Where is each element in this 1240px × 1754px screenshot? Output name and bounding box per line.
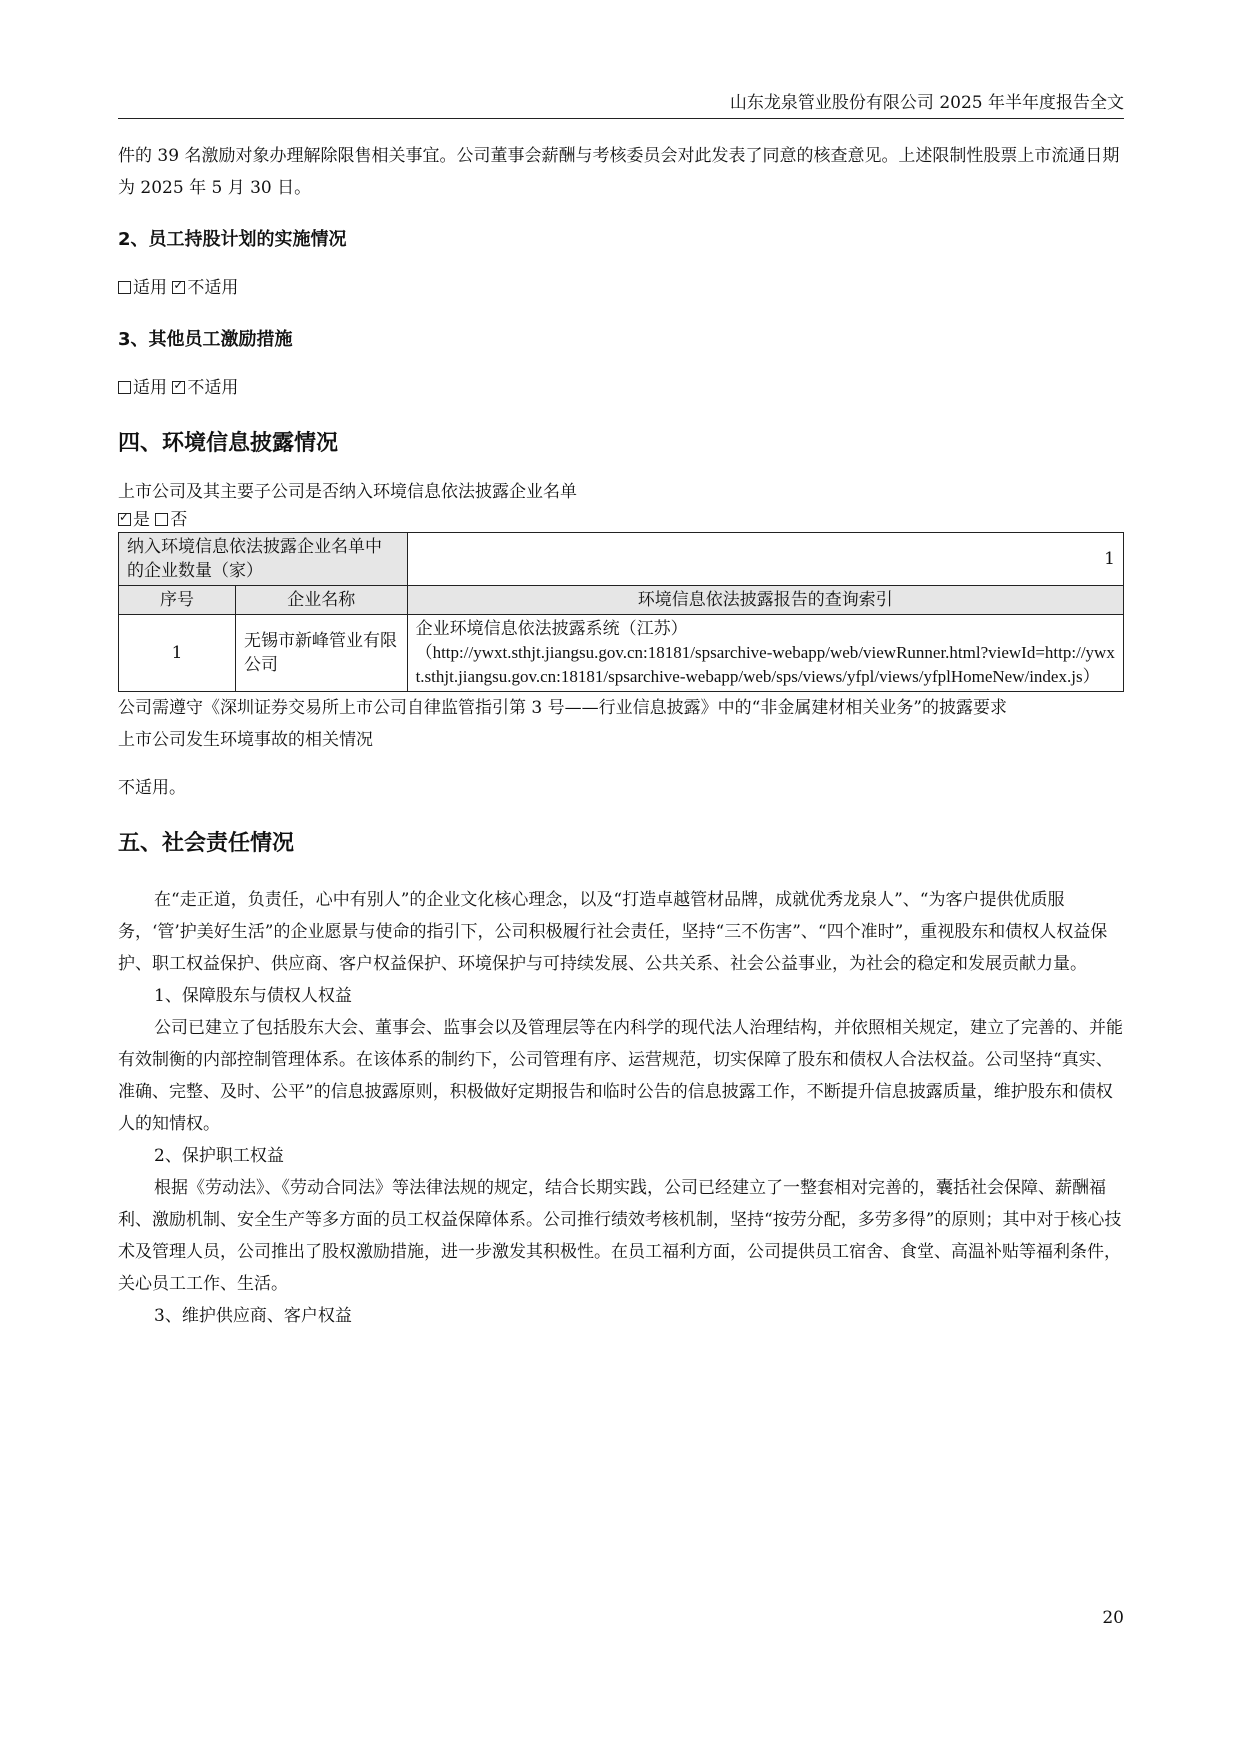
page-number: 20 (1102, 1608, 1124, 1628)
section-3-applicability (118, 372, 1124, 404)
env-answer (118, 508, 1124, 532)
row-no: 1 (119, 615, 236, 692)
subsection-3-title: 3、维护供应商、客户权益 (154, 1306, 352, 1326)
opt-not-applicable: 不适用 (187, 278, 239, 298)
count-value: 1 (407, 533, 1123, 586)
subsection-2-title: 2、保护职工权益 (154, 1146, 284, 1166)
env-note: 公司需遵守《深圳证券交易所上市公司自律监管指引第 3 号——行业信息披露》中的“非金属建材相关业务”的披露要求 (118, 698, 1008, 718)
section-5-title: 五、社会责任情况 (118, 831, 295, 856)
subsection-2-text: 根据《劳动法》、《劳动合同法》等法律法规的规定，结合长期实践，公司已经建立了一整套相对完善的，囊括社会保障、薪酬福利、激励机制、安全生产等多方面的员工权益保障体系。公司推行绩效考核机制，坚持“按劳分配，多劳多得”的原则；其中对于核心技术及管理人员，公司推出了股权激励措施，进一步激发其积极性。在员工福利方面，公司提供员工宿舍、食堂、高温补贴等福利条件，关心员工工作、生活。 (118, 1178, 1122, 1294)
env-accident-title: 上市公司发生环境事故的相关情况 (118, 730, 373, 750)
env-disclosure-table (118, 532, 1124, 692)
count-label: 纳入环境信息依法披露企业名单中的企业数量（家） (119, 533, 408, 586)
subsection-1-title: 1、保障股东与债权人权益 (154, 986, 352, 1006)
row-query-index (407, 615, 1123, 692)
checked-box-icon (172, 281, 185, 294)
section-2-applicability (118, 272, 1124, 304)
row-company-name: 无锡市新峰管业有限公司 (236, 615, 408, 692)
section-2-title: 2、员工持股计划的实施情况 (118, 229, 347, 250)
unchecked-box-icon (155, 513, 168, 526)
social-responsibility-intro: 在“走正道，负责任，心中有别人”的企业文化核心理念，以及“打造卓越管材品牌，成就优秀龙泉人”、“为客户提供优质服务，‘管’护美好生活”的企业愿景与使命的指引下，公司积极履行社会责任，坚持“三不伤害”、“四个准时”，重视股东和债权人权益保护、职工权益保护、供应商、客户权益保护、环境保护与可持续发展、公共关系、社会公益事业，为社会的稳定和发展贡献力量。 (118, 890, 1108, 974)
index-system-name: 企业环境信息依法披露系统（江苏） (415, 619, 688, 639)
page-header (118, 84, 1124, 119)
opt-applicable: 适用 (133, 378, 167, 398)
table-header-row (119, 586, 1124, 615)
opt-applicable: 适用 (133, 278, 167, 298)
intro-paragraph: 件的 39 名激励对象办理解除限售相关事宜。公司董事会薪酬与考核委员会对此发表了同意的核查意见。上述限制性股票上市流通日期为 2025 年 5 月 30 日。 (118, 146, 1120, 198)
unchecked-box-icon (118, 381, 131, 394)
col-header-index: 环境信息依法披露报告的查询索引 (407, 586, 1123, 615)
unchecked-box-icon (118, 281, 131, 294)
table-count-row (119, 533, 1124, 586)
env-question: 上市公司及其主要子公司是否纳入环境信息依法披露企业名单 (118, 482, 577, 502)
table-row (119, 615, 1124, 692)
checked-box-icon (172, 381, 185, 394)
col-header-no: 序号 (119, 586, 236, 615)
checked-box-icon (118, 513, 131, 526)
col-header-name: 企业名称 (236, 586, 408, 615)
index-url-link[interactable]: （http://ywxt.sthjt.jiangsu.gov.cn:18181/spsarchive-webapp/web/viewRunner.html?viewId=http://ywxt.sthjt.jiangsu.gov.cn:18181/spsarchive-webapp/web/sps/views/yfpl/views/yfplHomeNew/index.js） (415, 643, 1115, 686)
env-accident-value: 不适用。 (118, 778, 186, 798)
subsection-1-text: 公司已建立了包括股东大会、董事会、监事会以及管理层等在内科学的现代法人治理结构，并依照相关规定，建立了完善的、并能有效制衡的内部控制管理体系。在该体系的制约下，公司管理有序、运营规范，切实保障了股东和债权人合法权益。公司坚持“真实、准确、完整、及时、公平”的信息披露原则，积极做好定期报告和临时公告的信息披露工作，不断提升信息披露质量，维护股东和债权人的知情权。 (118, 1018, 1123, 1134)
document-body (118, 140, 1124, 1332)
section-4-title: 四、环境信息披露情况 (118, 431, 339, 456)
opt-yes: 是 (133, 510, 150, 530)
opt-no: 否 (170, 510, 188, 530)
opt-not-applicable: 不适用 (187, 378, 239, 398)
section-3-title: 3、其他员工激励措施 (118, 329, 293, 350)
report-title: 山东龙泉管业股份有限公司 2025 年半年度报告全文 (729, 93, 1124, 113)
